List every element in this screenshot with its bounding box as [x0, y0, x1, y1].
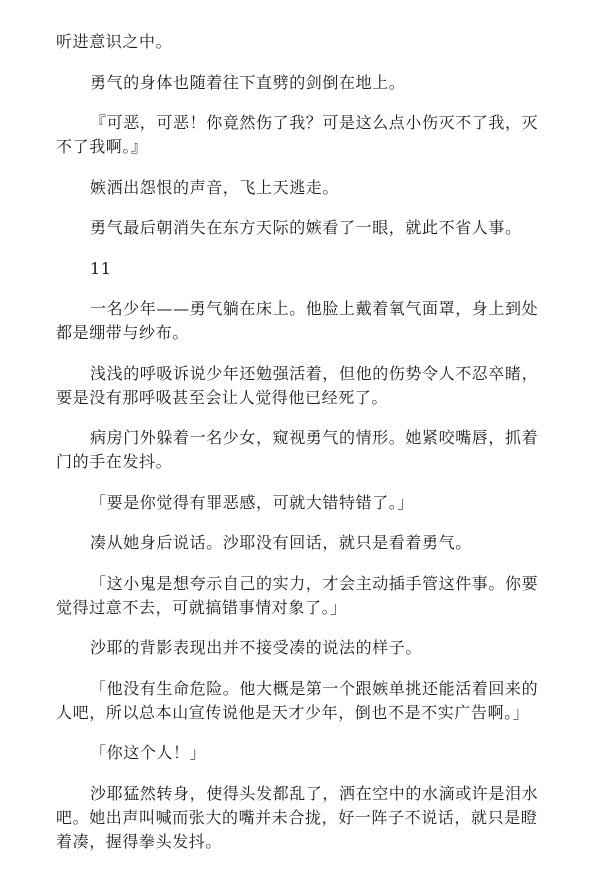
text-line: 吧。她出声叫喊而张大的嘴并未合拢，好一阵子不说话，就只是瞪 — [56, 807, 538, 827]
text-line: 沙耶猛然转身，使得头发都乱了，洒在空中的水滴或许是泪水 — [90, 783, 539, 803]
paragraph — [56, 176, 566, 200]
text-line: 听进意识之中。 — [56, 32, 173, 51]
paragraph — [56, 362, 566, 410]
text-line: 病房门外躲着一名少女，窥视勇气的情形。她紧咬嘴唇，抓着 — [90, 428, 539, 447]
paragraph — [56, 111, 566, 159]
text-line: 「这小鬼是想夸示自己的实力，才会主动插手管这件事。你要 — [90, 573, 539, 593]
paragraph — [56, 677, 566, 725]
paragraph — [56, 71, 566, 95]
text-line: 一名少年——勇气躺在床上。他脸上戴着氧气面罩，身上到处 — [90, 299, 539, 318]
text-line: 沙耶的背影表现出并不接受凑的说法的样子。 — [90, 638, 423, 657]
paragraph — [56, 572, 566, 620]
paragraph — [56, 491, 566, 515]
text-line: 凑从她身后说话。沙耶没有回话，就只是看着勇气。 — [90, 533, 472, 552]
text-line: 「要是你觉得有罪恶感，可就大错特错了。」 — [90, 492, 415, 512]
text-line: 「你这个人！」 — [90, 743, 207, 762]
text-line: 11 — [90, 258, 112, 278]
paragraph — [56, 782, 566, 854]
text-line: 着凑，握得拳头发抖。 — [56, 831, 223, 851]
text-line: 『可恶，可恶！你竟然伤了我？可是这么点小伤灭不了我，灭 — [90, 113, 539, 132]
text-line: 勇气最后朝消失在东方天际的嫉看了一眼，就此不省人事。 — [90, 218, 522, 237]
paragraph — [56, 297, 566, 345]
paragraph — [56, 741, 566, 765]
section-number — [56, 257, 566, 281]
paragraph — [56, 426, 566, 474]
text-line: 嫉洒出怨恨的声音，飞上天逃走。 — [90, 177, 340, 197]
text-line: 「他没有生命危险。他大概是第一个跟嫉单挑还能活着回来的 — [90, 678, 539, 698]
text-line: 人吧，所以总本山宣传说他是天才少年，倒也不是不实广告啊。」 — [56, 702, 530, 722]
paragraph — [56, 30, 566, 54]
text-line: 要是没有那呼吸甚至会让人觉得他已经死了。 — [56, 387, 389, 407]
paragraph — [56, 216, 566, 240]
text-line: 都是绷带与纱布。 — [56, 323, 189, 342]
text-line: 觉得过意不去，可就搞错事情对象了。」 — [56, 597, 347, 617]
text-line: 不了我啊。』 — [56, 137, 148, 156]
paragraph — [56, 636, 566, 660]
text-line: 勇气的身体也随着往下直劈的剑倒在地上。 — [90, 72, 406, 92]
text-line: 门的手在发抖。 — [56, 452, 173, 471]
text-line: 浅浅的呼吸诉说少年还勉强活着，但他的伤势令人不忍卒睹， — [90, 363, 539, 383]
paragraph — [56, 531, 566, 555]
